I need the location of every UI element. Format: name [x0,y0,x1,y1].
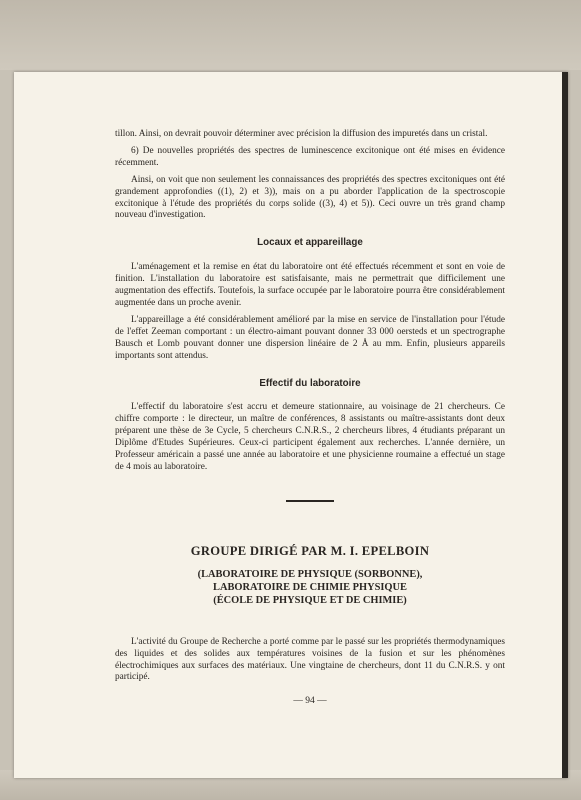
group-subtitle-line-3: (ÉCOLE DE PHYSIQUE ET DE CHIMIE) [213,594,407,606]
paragraph-item-6: 6) De nouvelles propriétés des spectres de luminescence excitonique ont été mises en évidence récemment. [115,145,505,168]
page-number: — 94 — [293,696,327,707]
paragraph-effectif: L'effectif du laboratoire s'est accru et demeure stationnaire, au voisinage de 21 chercheurs. Ce chiffre comporte : le directeur, un maître de conférences, 8 assistants ou maître-assistants dont deux préparent une thèse de 3e Cycle, 5 chercheurs C.N.R.S., 2 chercheurs libres, 4 étudiants préparant un Diplôme d'Etudes Supérieures. Ceux-ci participent également aux recherches. L'année dernière, un Professeur américain a passé une année au laboratoire et une physicienne roumaine a effectué un stage de 4 mois au laboratoire. [115,402,505,472]
paragraph-continuation: tillon. Ainsi, on devrait pouvoir déterminer avec précision la diffusion des impuretés dans un cristal. [115,129,488,139]
paragraph-locaux-2: L'appareillage a été considérablement amélioré par la mise en service de l'installation pour l'étude de l'effet Zeeman comportant : un électro-aimant pouvant donner 33 000 oersteds et un spectrographe Bausch et Lomb pouvant donner une dispersion linéaire de 2 Å au mm. Enfin, plusieurs appareils importants sont attendus. [115,314,505,361]
paragraph-group: L'activité du Groupe de Recherche a porté comme par le passé sur les propriétés thermodynamiques des liquides et des solides aux températures voisines de la fusion et sur les phénomènes électrochimiques aux surfaces des matériaux. Une vingtaine de chercheurs, dont 11 du C.N.R.S. y ont participé. [115,636,505,683]
heading-effectif: Effectif du laboratoire [259,377,361,389]
page-content [115,129,505,708]
document-page [14,72,568,778]
group-title: GROUPE DIRIGÉ PAR M. I. EPELBOIN [190,543,430,558]
heading-locaux: Locaux et appareillage [257,237,363,249]
paragraph-locaux-1: L'aménagement et la remise en état du laboratoire ont été effectués récemment et sont en voie de finition. L'installation du laboratoire est satisfaisante, mais ne permettrait que difficilement une augmentation des effectifs. Toutefois, la surface occupée par le laboratoire pourra être considérablement augmentée dans un proche avenir. [115,262,505,308]
scan-background-top [0,0,581,70]
group-subtitle-line-1: (LABORATOIRE DE PHYSIQUE (SORBONNE), [197,568,423,580]
group-subtitle-line-2: LABORATOIRE DE CHIMIE PHYSIQUE [213,581,407,593]
paragraph-summary: Ainsi, on voit que non seulement les connaissances des propriétés des spectres excitoniques ont été grandement approfondies ((1), 2) et 3)), mais on a pu aborder l'application de la spectroscopie excitonique à l'étude des propriétés du corps solide ((3), 4) et 5)). Ceci ouvre un très grand champ nouveau d'investigation. [115,174,505,221]
